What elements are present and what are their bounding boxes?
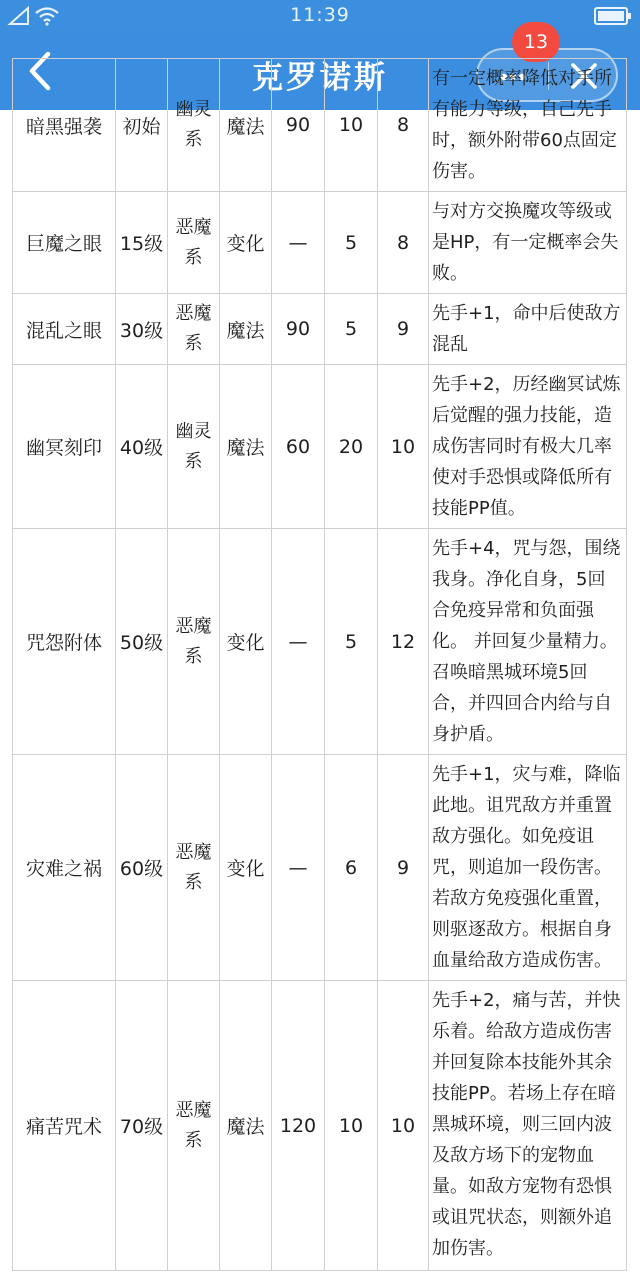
skill-pp: 5 <box>325 294 378 365</box>
status-time: 11:39 <box>290 4 350 26</box>
skill-name: 咒怨附体 <box>13 529 116 755</box>
skill-effect-text: 先手+1，命中后使敌方混乱 <box>432 303 621 355</box>
skill-pp: 20 <box>325 365 378 529</box>
skill-name: 灾难之祸 <box>13 755 116 981</box>
skill-name: 痛苦咒术 <box>13 981 116 1271</box>
skill-category: 魔法 <box>220 59 272 192</box>
skill-power: 90 <box>272 59 325 192</box>
skill-category: 变化 <box>220 755 272 981</box>
skill-category: 魔法 <box>220 981 272 1271</box>
table-row <box>13 192 627 294</box>
skill-power: 90 <box>272 294 325 365</box>
skill-power: 120 <box>272 981 325 1271</box>
skill-attribute: 恶魔系 <box>168 755 220 981</box>
skill-pp: 10 <box>325 981 378 1271</box>
skill-effect <box>429 755 627 981</box>
skill-effect-text: 先手+1，灾与难，降临此地。诅咒敌方并重置敌方强化。如免疫诅咒，则追加一段伤害。若敌方免疫强化重置，则驱逐敌方。根据自身血量给敌方造成伤害。 <box>432 764 621 971</box>
skill-speed: 10 <box>378 365 429 529</box>
skill-speed: 8 <box>378 192 429 294</box>
skill-effect <box>429 294 627 365</box>
skill-pp: 10 <box>325 59 378 192</box>
skill-category: 变化 <box>220 529 272 755</box>
skill-level: 15级 <box>116 192 168 294</box>
skill-level: 30级 <box>116 294 168 365</box>
skill-level: 50级 <box>116 529 168 755</box>
skill-power: — <box>272 192 325 294</box>
skill-effect-text: 与对方交换魔攻等级或是HP，有一定概率会失败。 <box>432 201 619 284</box>
skill-effect <box>429 192 627 294</box>
skill-attribute: 恶魔系 <box>168 294 220 365</box>
skill-level: 70级 <box>116 981 168 1271</box>
battery-icon <box>594 6 632 26</box>
skill-effect <box>429 529 627 755</box>
skill-speed: 8 <box>378 59 429 192</box>
table-row <box>13 365 627 529</box>
skill-pp: 5 <box>325 192 378 294</box>
skill-category: 魔法 <box>220 365 272 529</box>
skill-effect-text: 先手+2，痛与苦，并快乐着。给敌方造成伤害并回复除本技能外其余技能PP。若场上存在暗黑城环境，则三回内波及敌方场下的宠物血量。如敌方宠物有恐惧或诅咒状态，则额外追加伤害。 <box>432 990 621 1259</box>
notification-badge: 13 <box>512 22 560 62</box>
table-row <box>13 294 627 365</box>
skill-speed: 12 <box>378 529 429 755</box>
skill-attribute: 恶魔系 <box>168 192 220 294</box>
skill-effect-text: 先手+2，历经幽冥试炼后觉醒的强力技能，造成伤害同时有极大几率使对手恐惧或降低所有技能PP值。 <box>432 374 621 519</box>
table-row <box>13 529 627 755</box>
table-row <box>13 755 627 981</box>
skill-category: 魔法 <box>220 294 272 365</box>
skill-attribute: 幽灵系 <box>168 59 220 192</box>
skill-power: — <box>272 755 325 981</box>
skill-power: 60 <box>272 365 325 529</box>
skill-speed: 9 <box>378 755 429 981</box>
skill-speed: 9 <box>378 294 429 365</box>
skill-category: 变化 <box>220 192 272 294</box>
skill-level: 40级 <box>116 365 168 529</box>
page-title: 克罗诺斯 <box>252 60 388 96</box>
skill-effect-text: 有一定概率降低对手所有能力等级，自己先手时，额外附带60点固定伤害。 <box>432 68 617 182</box>
skill-name: 幽冥刻印 <box>13 365 116 529</box>
skill-level: 60级 <box>116 755 168 981</box>
skill-name: 巨魔之眼 <box>13 192 116 294</box>
skill-speed: 10 <box>378 981 429 1271</box>
skill-effect <box>429 365 627 529</box>
skill-power: — <box>272 529 325 755</box>
skill-table <box>12 58 627 1271</box>
skill-pp: 6 <box>325 755 378 981</box>
skill-effect <box>429 981 627 1271</box>
skill-attribute: 幽灵系 <box>168 365 220 529</box>
table-row <box>13 981 627 1271</box>
skill-level: 初始 <box>116 59 168 192</box>
skill-effect <box>429 59 627 192</box>
table-row <box>13 59 627 192</box>
skill-name: 暗黑强袭 <box>13 59 116 192</box>
skill-attribute: 恶魔系 <box>168 529 220 755</box>
skill-effect-text: 先手+4，咒与怨，围绕我身。净化自身，5回合免疫异常和负面强化。 并回复少量精力。召唤暗黑城环境5回合，并四回合内给与自身护盾。 <box>432 538 621 745</box>
skill-pp: 5 <box>325 529 378 755</box>
skill-name: 混乱之眼 <box>13 294 116 365</box>
skill-attribute: 恶魔系 <box>168 981 220 1271</box>
